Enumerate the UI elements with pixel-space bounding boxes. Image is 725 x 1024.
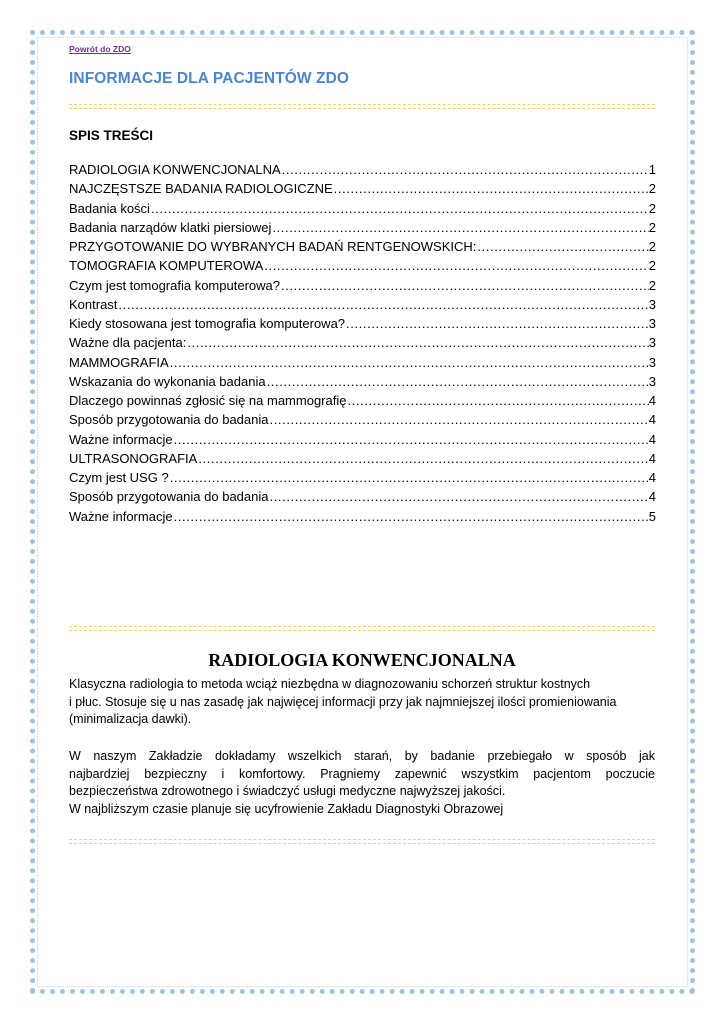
separator-top: [69, 104, 655, 109]
toc-entry-title: NAJCZĘSTSZE BADANIA RADIOLOGICZNE: [69, 181, 333, 197]
separator-middle: [69, 626, 655, 631]
toc-entry-page: 2: [648, 277, 656, 293]
toc-entry-page: 3: [648, 316, 656, 331]
toc-entry-title: Ważne dla pacjenta:: [69, 335, 187, 351]
paragraph-line: W naszym Zakładzie dokładamy wszelkich starań, by badanie przebiegało w sposób jak: [69, 749, 655, 763]
toc-dot-leader: [333, 179, 649, 198]
toc-dot-leader: [117, 295, 648, 314]
toc-dot-leader: [266, 372, 649, 391]
toc-entry-title: Kontrast: [69, 296, 118, 312]
toc-entry-page: 2: [648, 200, 656, 216]
toc-dot-leader: [280, 276, 649, 295]
toc-entry[interactable]: [69, 218, 656, 237]
toc-dot-leader: [169, 353, 649, 372]
section-heading: RADIOLOGIA KONWENCJONALNA: [208, 650, 516, 670]
toc-dot-leader: [186, 333, 648, 352]
paragraph-line: bezpieczeństwa zdrowotnego i świadczyć usługi medyczne najwyższej jakości.: [69, 784, 506, 799]
toc-entry[interactable]: [69, 179, 656, 198]
toc-entry-page: 2: [648, 258, 656, 274]
toc-entry[interactable]: [69, 314, 656, 333]
document-title: INFORMACJE DLA PACJENTÓW ZDO: [69, 70, 350, 87]
toc-entry[interactable]: [69, 160, 656, 179]
toc-entry[interactable]: [69, 410, 656, 429]
toc-entry[interactable]: [69, 295, 656, 314]
toc-entry-title: ULTRASONOGRAFIA: [69, 450, 198, 466]
toc-entry-page: 4: [648, 431, 656, 447]
toc-dot-leader: [197, 449, 648, 468]
toc-entry-page: 4: [648, 450, 656, 466]
toc-entry-title: Ważne informacje: [69, 508, 173, 524]
toc-dot-leader: [268, 410, 648, 429]
separator-bottom: [69, 839, 655, 844]
toc-entry-title: Kiedy stosowana jest tomografia komputerowa?: [69, 316, 346, 331]
toc-entry[interactable]: [69, 507, 656, 526]
toc-dot-leader: [169, 468, 649, 487]
table-of-contents: [69, 160, 656, 526]
toc-dot-leader: [271, 218, 648, 237]
toc-entry[interactable]: [69, 430, 656, 449]
toc-dot-leader: [346, 391, 648, 410]
toc-dot-leader: [173, 507, 649, 526]
toc-entry-page: 5: [648, 508, 656, 524]
toc-entry-title: MAMMOGRAFIA: [69, 354, 169, 370]
toc-entry[interactable]: [69, 487, 656, 506]
toc-entry-title: Czym jest USG ?: [69, 470, 169, 485]
toc-entry-page: 4: [648, 393, 656, 408]
toc-dot-leader: [345, 314, 649, 333]
toc-entry-page: 2: [648, 239, 656, 254]
toc-entry-title: RADIOLOGIA KONWENCJONALNA: [69, 162, 281, 177]
toc-entry[interactable]: [69, 353, 656, 372]
toc-entry-title: Sposób przygotowania do badania: [69, 412, 269, 428]
toc-entry[interactable]: [69, 372, 656, 391]
toc-dot-leader: [476, 237, 648, 256]
paragraph-line: i płuc. Stosuje się u nas zasadę jak najwięcej informacji przy jak najmniejszej ilości promieniowania: [69, 694, 617, 709]
toc-dot-leader: [268, 487, 648, 506]
toc-entry-page: 3: [648, 354, 656, 370]
back-link[interactable]: Powrót do ZDO: [69, 44, 131, 54]
toc-entry-title: Czym jest tomografia komputerowa?: [69, 277, 280, 293]
paragraph-line: najbardziej bezpieczny i komfortowy. Pragniemy zapewnić wszystkim pacjentom poczucie: [69, 766, 655, 781]
toc-entry[interactable]: [69, 237, 656, 256]
toc-dot-leader: [281, 160, 649, 179]
toc-entry-page: 3: [648, 296, 656, 312]
toc-entry-title: TOMOGRAFIA KOMPUTEROWA: [69, 258, 264, 274]
toc-entry-page: 3: [648, 335, 656, 351]
toc-entry-page: 4: [648, 412, 656, 428]
toc-entry-page: 2: [648, 181, 656, 197]
toc-entry-page: 1: [648, 162, 656, 177]
toc-entry-page: 3: [648, 373, 656, 389]
toc-entry-title: Ważne informacje: [69, 431, 173, 447]
paragraph-intro: [69, 676, 655, 729]
toc-entry-title: Badania kości: [69, 200, 150, 216]
paragraph-line: W najbliższym czasie planuje się ucyfrowienie Zakładu Diagnostyki Obrazowej: [69, 801, 504, 816]
paragraph-line: (minimalizacja dawki).: [69, 712, 192, 727]
paragraph-department: [69, 748, 655, 818]
toc-entry-title: PRZYGOTOWANIE DO WYBRANYCH BADAŃ RENTGENOWSKICH:: [69, 239, 477, 254]
toc-entry[interactable]: [69, 468, 656, 487]
toc-entry[interactable]: [69, 276, 656, 295]
toc-entry[interactable]: [69, 449, 656, 468]
toc-dot-leader: [263, 256, 648, 275]
toc-entry[interactable]: [69, 199, 656, 218]
toc-heading: SPIS TREŚCI: [69, 128, 154, 143]
toc-dot-leader: [173, 430, 649, 449]
toc-entry[interactable]: [69, 391, 656, 410]
toc-entry-page: 4: [648, 489, 656, 505]
toc-entry-title: Sposób przygotowania do badania: [69, 489, 269, 505]
toc-entry-title: Dlaczego powinnaś zgłosić się na mammografię: [69, 393, 347, 408]
toc-entry-page: 4: [648, 470, 656, 485]
toc-entry-title: Wskazania do wykonania badania: [69, 373, 266, 389]
toc-entry-title: Badania narządów klatki piersiowej: [69, 219, 272, 235]
toc-entry[interactable]: [69, 256, 656, 275]
toc-entry-page: 2: [648, 219, 656, 235]
toc-dot-leader: [150, 199, 649, 218]
toc-entry[interactable]: [69, 333, 656, 352]
paragraph-line: Klasyczna radiologia to metoda wciąż niezbędna w diagnozowaniu schorzeń struktur kostnych: [69, 677, 591, 691]
